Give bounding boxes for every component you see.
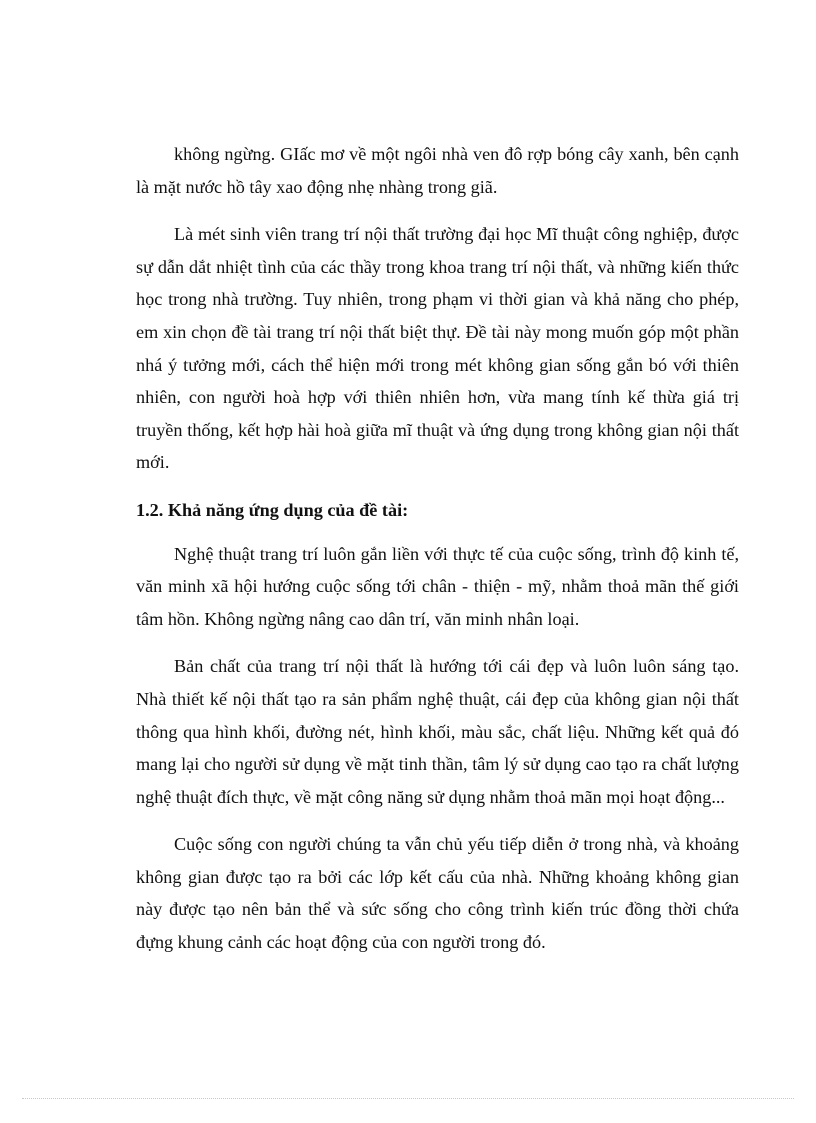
page-bottom-divider xyxy=(22,1098,794,1099)
paragraph: Cuộc sống con người chúng ta vẫn chủ yếu tiếp diễn ở trong nhà, và khoảng không gian được tạo ra bởi các lớp kết cấu của nhà. Những khoảng không gian này được tạo nên bản thể và sức sống cho công trình kiến trúc đồng thời chứa đựng khung cảnh các hoạt động của con người trong đó. xyxy=(136,834,739,953)
paragraph: Là mét sinh viên trang trí nội thất trường đại học Mĩ thuật công nghiệp, được sự dẫn dắt nhiệt tình của các thầy trong khoa trang trí nội thất, và những kiến thức học trong nhà trường. Tuy nhiên, trong phạm vi thời gian và khả năng cho phép, em xin chọn đề tài trang trí nội thất biệt thự. Đề tài này mong muốn góp một phần nhá ý tưởng mới, cách thể hiện mới trong mét không gian sống gắn bó với thiên nhiên, con người hoà hợp với thiên nhiên hơn, vừa mang tính kế thừa giá trị truyền thống, kết hợp hài hoà giữa mĩ thuật và ứng dụng trong không gian nội thất mới. xyxy=(136,224,739,473)
paragraph: Bản chất của trang trí nội thất là hướng tới cái đẹp và luôn luôn sáng tạo. Nhà thiết kế nội thất tạo ra sản phẩm nghệ thuật, cái đẹp của không gian nội thất thông qua hình khối, đường nét, hình khối, màu sắc, chất liệu. Những kết quả đó mang lại cho người sử dụng về mặt tinh thần, tâm lý sử dụng cao tạo ra chất lượng nghệ thuật đích thực, về mặt công năng sử dụng nhằm thoả mãn mọi hoạt động... xyxy=(136,656,739,807)
section-heading: 1.2. Khả năng ứng dụng của đề tài: xyxy=(136,499,409,520)
paragraph: Nghệ thuật trang trí luôn gắn liền với thực tế của cuộc sống, trình độ kinh tế, văn minh xã hội hướng cuộc sống tới chân - thiện - mỹ, nhằm thoả mãn thế giới tâm hồn. Không ngừng nâng cao dân trí, văn minh nhân loại. xyxy=(136,543,739,629)
document-body xyxy=(136,138,739,974)
paragraph: không ngừng. GIấc mơ về một ngôi nhà ven đô rợp bóng cây xanh, bên cạnh là mặt nước hồ tây xao động nhẹ nhàng trong giã. xyxy=(136,144,739,197)
